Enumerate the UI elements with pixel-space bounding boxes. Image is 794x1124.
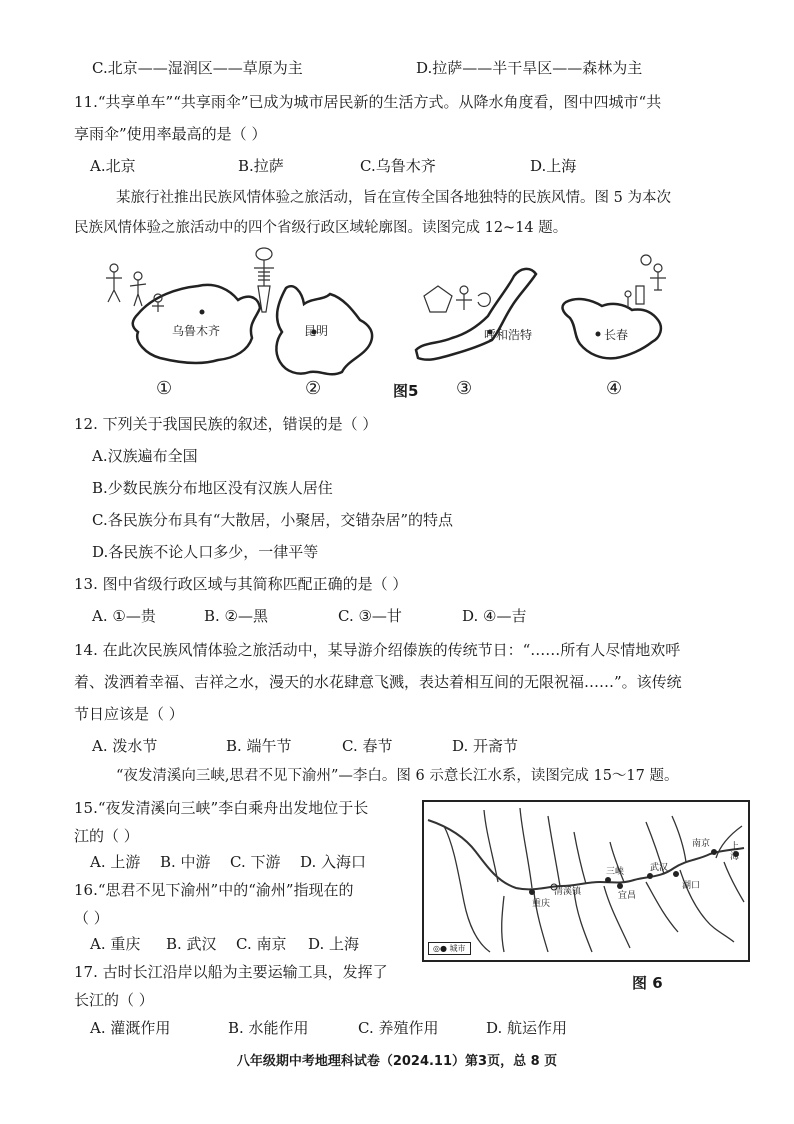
passage2-line1: “夜发清溪向三峡,思君不见下渝州”—李白。图 6 示意长江水系，读图完成 15～17 题。 (116, 768, 679, 784)
q13-stem: 13. 图中省级行政区域与其简称匹配正确的是（ ） (74, 575, 408, 593)
q17-line2: 长江的（ ） (74, 991, 154, 1009)
q15-option-a: A. 上游 (90, 853, 141, 871)
passage1-line2: 民族风情体验之旅活动中的四个省级行政区域轮廓图。读图完成 12~14 题。 (74, 220, 568, 236)
urumqi-dot (200, 310, 205, 315)
wuhan-marker (647, 873, 653, 879)
sanxia-marker (605, 877, 611, 883)
city-label-hukou: 湖口 (682, 881, 701, 891)
q14-line1: 14. 在此次民族风情体验之旅活动中，某导游介绍傣族的传统节日：“……所有人尽情地欢呼 (74, 641, 681, 659)
map3-city-label: 呼和浩特 (484, 328, 533, 342)
map4-number: ④ (606, 378, 623, 399)
q11-option-c: C.乌鲁木齐 (360, 157, 436, 175)
q14-option-b: B. 端午节 (226, 737, 292, 755)
q13-option-c: C. ③—甘 (338, 607, 402, 625)
q12-stem: 12. 下列关于我国民族的叙述，错误的是（ ） (74, 415, 378, 433)
changchun-dot (596, 332, 601, 337)
q10-option-d: D.拉萨——半干旱区——森林为主 (416, 59, 643, 77)
q14-option-a: A. 泼水节 (92, 737, 158, 755)
figure6-caption: 图 6 (632, 974, 663, 992)
q15-option-c: C. 下游 (230, 853, 281, 871)
q11-option-d: D.上海 (530, 157, 577, 175)
q17-option-d: D. 航运作用 (486, 1019, 568, 1037)
figure6 (422, 800, 750, 962)
q17-line1: 17. 古时长江沿岸以船为主要运输工具，发挥了 (74, 963, 388, 981)
q15-option-b: B. 中游 (160, 853, 211, 871)
q14-line2: 着、泼洒着幸福、吉祥之水，漫天的水花肆意飞溅，表达着相互间的无限祝福……”。该传统 (74, 673, 682, 691)
map2-number: ② (305, 378, 322, 399)
map3-inner-mongolia-outline (416, 269, 536, 360)
city-label-chongqing: 重庆 (532, 899, 551, 909)
q12-option-d: D.各民族不论人口多少，一律平等 (92, 543, 319, 561)
city-label-wuhan: 武汉 (650, 863, 669, 873)
figure6-legend: ◎● 城市 (428, 942, 471, 955)
q16-line2: （ ） (74, 909, 109, 927)
map2-city-label: 昆明 (304, 324, 329, 338)
q13-option-d: D. ④—吉 (462, 607, 527, 625)
q16-option-d: D. 上海 (308, 935, 360, 953)
q13-option-a: A. ①—贵 (92, 607, 156, 625)
city-label-shanghai: 上海 (730, 842, 740, 862)
q11-stem-line1: 11.“共享单车”“共享雨伞”已成为城市居民新的生活方式。从降水角度看，图中四城市“共 (74, 93, 662, 111)
q14-line3: 节日应该是（ ） (74, 705, 184, 723)
q11-option-a: A.北京 (90, 157, 136, 175)
figure5-caption: 图5 (393, 382, 419, 400)
q14-option-c: C. 春节 (342, 737, 393, 755)
map1-xinjiang-outline (106, 264, 260, 363)
map1-number: ① (156, 378, 173, 399)
map3-number: ③ (456, 378, 473, 399)
q15-option-d: D. 入海口 (300, 853, 367, 871)
page-footer: 八年级期中考地理科试卷（2024.11）第3页，总 8 页 (236, 1054, 558, 1069)
q12-option-c: C.各民族分布具有“大散居，小聚居，交错杂居”的特点 (92, 511, 454, 529)
q12-option-a: A.汉族遍布全国 (92, 447, 198, 465)
city-label-nanjing: 南京 (692, 839, 711, 849)
q16-option-c: C. 南京 (236, 935, 287, 953)
q11-option-b: B.拉萨 (238, 157, 284, 175)
q10-option-c: C.北京——湿润区——草原为主 (92, 59, 303, 77)
chongqing-marker (529, 889, 535, 895)
city-label-yichang: 宜昌 (618, 891, 637, 901)
map1-city-label: 乌鲁木齐 (172, 324, 221, 338)
q12-option-b: B.少数民族分布地区没有汉族人居住 (92, 479, 333, 497)
city-label-sanxia: 三峡 (606, 867, 625, 877)
passage1-line1: 某旅行社推出民族风情体验之旅活动，旨在宣传全国各地独特的民族风情。图 5 为本次 (116, 190, 671, 206)
q14-option-d: D. 开斋节 (452, 737, 519, 755)
q15-line2: 江的（ ） (74, 827, 139, 845)
nanjing-marker (711, 849, 717, 855)
q13-option-b: B. ②—黑 (204, 607, 269, 625)
map4-city-label: 长春 (604, 328, 629, 342)
hukou-marker (673, 871, 679, 877)
q16-option-a: A. 重庆 (90, 935, 141, 953)
city-label-qingxi: 清溪镇 (554, 887, 582, 897)
q16-option-b: B. 武汉 (166, 935, 217, 953)
q15-line1: 15.“夜发清溪向三峡”李白乘舟出发地位于长 (74, 799, 369, 817)
q11-stem-line2: 享雨伞”使用率最高的是（ ） (74, 125, 267, 143)
map2-yunnan-outline (254, 248, 372, 374)
q17-option-c: C. 养殖作用 (358, 1019, 439, 1037)
q17-option-b: B. 水能作用 (228, 1019, 309, 1037)
q17-option-a: A. 灌溉作用 (90, 1019, 171, 1037)
q16-line1: 16.“思君不见下渝州”中的“渝州”指现在的 (74, 881, 354, 899)
